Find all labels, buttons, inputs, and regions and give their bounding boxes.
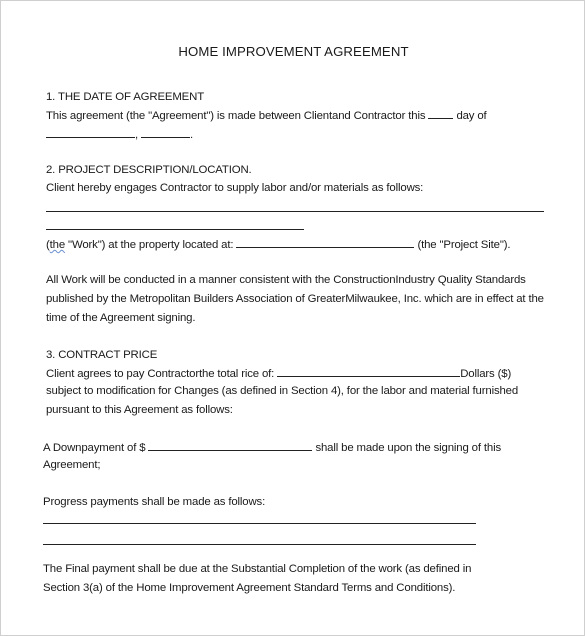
- property-address-blank[interactable]: [236, 237, 414, 248]
- downpayment-post: shall be made upon the signing of this: [315, 442, 501, 454]
- downpayment-pre: A Downpayment of $: [43, 442, 146, 454]
- loc-pre: "Work") at the property located at:: [65, 239, 234, 251]
- downpayment-amount-blank[interactable]: [148, 440, 312, 451]
- work-description-line-1[interactable]: [46, 211, 544, 212]
- section-3-line-1: [46, 366, 511, 381]
- date-comma: ,: [135, 129, 139, 141]
- standards-para-line-1: All Work will be conducted in a manner consistent with the ConstructionIndustry Quality Standards: [46, 274, 526, 286]
- section-3-line-3: pursuant to this Agreement as follows:: [46, 404, 233, 416]
- year-blank[interactable]: [141, 127, 190, 138]
- total-price-blank[interactable]: [277, 366, 460, 377]
- loc-open: (: [46, 239, 50, 251]
- section-1-line-2: [46, 127, 193, 142]
- standards-para-line-2: published by the Metropolitan Builders Association of GreaterMilwaukee, Inc. which are in effect at the: [46, 293, 544, 305]
- price-pre: Client agrees to pay Contractorthe total rice of:: [46, 368, 275, 380]
- progress-payments-label: Progress payments shall be made as follows:: [43, 496, 266, 508]
- section-3-line-2: subject to modification for Changes (as defined in Section 4), for the labor and material furnished: [46, 385, 519, 397]
- section-1-day-of: day of: [456, 110, 487, 122]
- section-2-heading: 2. PROJECT DESCRIPTION/LOCATION.: [46, 164, 252, 176]
- date-period: .: [190, 129, 194, 141]
- downpayment-line-2: Agreement;: [43, 459, 101, 471]
- document-title: HOME IMPROVEMENT AGREEMENT: [178, 44, 409, 59]
- final-payment-line-1: The Final payment shall be due at the Substantial Completion of the work (as defined in: [43, 563, 472, 575]
- section-1-line-1: [46, 108, 487, 123]
- section-2-location-line: [46, 237, 510, 252]
- price-post: Dollars ($): [460, 368, 512, 380]
- section-3-heading: 3. CONTRACT PRICE: [46, 349, 158, 361]
- work-description-line-2[interactable]: [46, 229, 304, 230]
- progress-payments-line-2[interactable]: [43, 544, 476, 545]
- section-1-heading: 1. THE DATE OF AGREEMENT: [46, 91, 205, 103]
- month-blank[interactable]: [46, 127, 135, 138]
- standards-para-line-3: time of the Agreement signing.: [46, 312, 196, 324]
- section-2-line-1: Client hereby engages Contractor to supply labor and/or materials as follows:: [46, 182, 424, 194]
- loc-the: the: [49, 239, 66, 251]
- downpayment-line: [43, 440, 501, 455]
- final-payment-line-2: Section 3(a) of the Home Improvement Agreement Standard Terms and Conditions).: [43, 582, 456, 594]
- section-1-line-1-text: This agreement (the "Agreement") is made between Clientand Contractor this: [46, 110, 426, 122]
- loc-post: (the "Project Site").: [417, 239, 511, 251]
- day-blank[interactable]: [428, 108, 453, 119]
- progress-payments-line-1[interactable]: [43, 523, 476, 524]
